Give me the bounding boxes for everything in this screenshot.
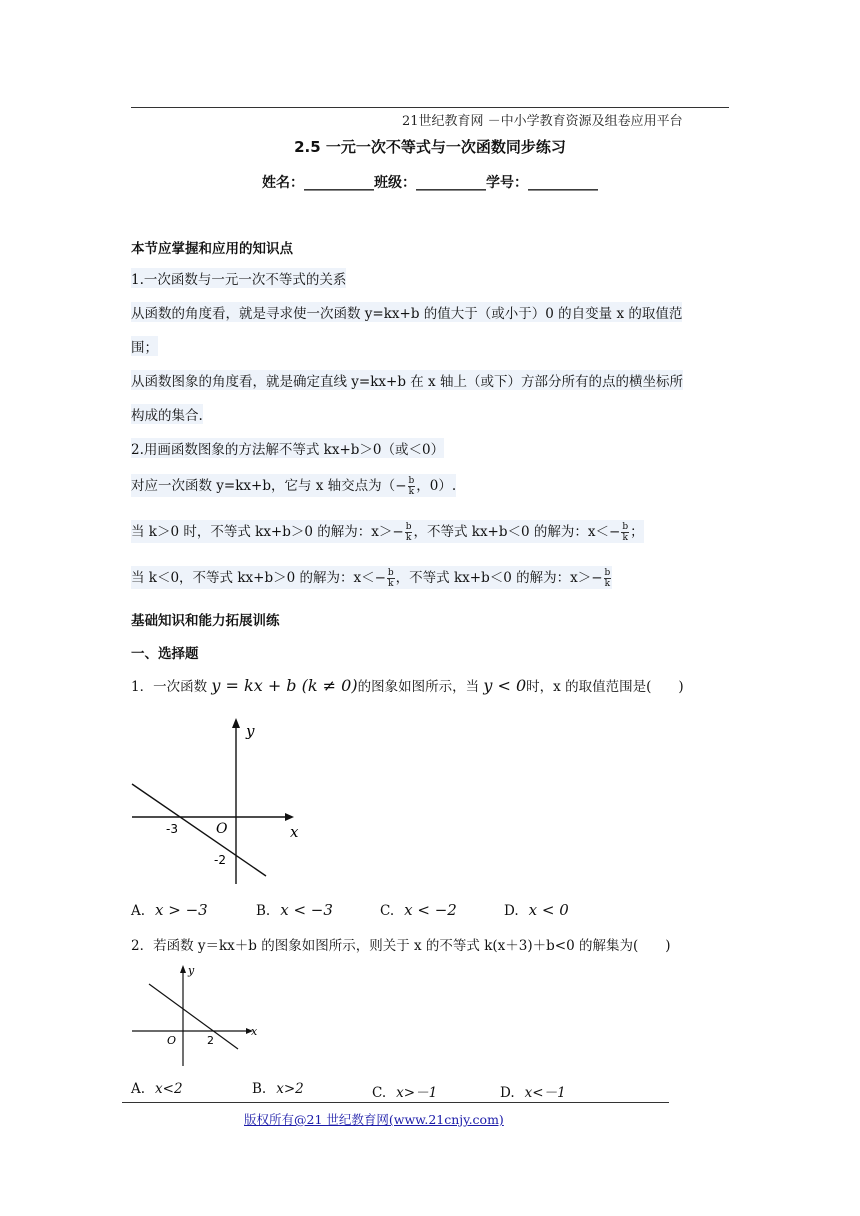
option-expr: x < −3 xyxy=(280,901,333,919)
frac-num: b xyxy=(408,476,415,486)
q1-x-arrow xyxy=(285,813,294,821)
text-segment: 当 k＜0，不等式 kx+b＞0 的解为：x＜ xyxy=(131,570,375,586)
q1-condition: y < 0 xyxy=(483,676,527,695)
q2-origin-label: O xyxy=(167,1034,177,1047)
option-letter: B. xyxy=(252,1081,267,1097)
option-expr: x<2 xyxy=(155,1081,183,1097)
text-segment: ，0）. xyxy=(416,478,457,494)
text-segment: ，不等式 kx+b＜0 的解为：x＞ xyxy=(395,570,592,586)
q2-option-b[interactable] xyxy=(252,1081,304,1097)
q1-option-b[interactable] xyxy=(256,901,333,919)
frac-num: b xyxy=(604,568,611,578)
text-segment: ； xyxy=(630,524,644,540)
q1-option-c[interactable] xyxy=(380,901,457,919)
fraction-b-over-k xyxy=(405,522,413,543)
student-info-line: 姓名：__________班级：__________学号：__________ xyxy=(262,175,598,191)
frac-den: k xyxy=(604,579,611,589)
q1-y-intercept-label: -2 xyxy=(214,853,226,867)
text-segment: 当 k＞0 时，不等式 kx+b＞0 的解为：x＞ xyxy=(131,524,393,540)
section-heading-training: 基础知识和能力拓展训练 xyxy=(131,613,280,629)
knowledge-point-2-line-3 xyxy=(131,566,612,589)
option-letter: C. xyxy=(372,1085,387,1101)
q1-text-a: 1．一次函数 xyxy=(131,679,212,695)
q2-x-label: x xyxy=(251,1025,258,1038)
question-2-graph xyxy=(130,962,262,1070)
option-expr: x>2 xyxy=(276,1081,304,1097)
knowledge-point-1-title: 1.一次函数与一元一次不等式的关系 xyxy=(131,268,346,288)
knowledge-point-2-title: 2.用画函数图象的方法解不等式 kx+b＞0（或＜0） xyxy=(131,438,444,458)
neg-sign: − xyxy=(392,524,404,540)
option-expr: x>－1 xyxy=(396,1085,438,1101)
q2-option-a[interactable] xyxy=(131,1081,183,1097)
neg-sign: − xyxy=(395,478,407,494)
q1-y-arrow xyxy=(232,718,240,728)
footer-rule xyxy=(122,1102,669,1103)
frac-den: k xyxy=(408,487,415,497)
q2-y-arrow xyxy=(180,965,186,973)
text-segment: 对应一次函数 y=kx+b，它与 x 轴交点为（ xyxy=(131,478,396,494)
q1-option-d[interactable] xyxy=(504,901,569,919)
option-letter: A. xyxy=(131,1081,146,1097)
knowledge-point-1-line-4: 构成的集合. xyxy=(131,404,203,424)
knowledge-heading: 本节应掌握和应用的知识点 xyxy=(131,241,293,257)
q1-function-line xyxy=(132,784,266,876)
knowledge-point-1-line-3: 从函数图象的角度看，就是确定直线 y=kx+b 在 x 轴上（或下）方部分所有的点的横坐标所 xyxy=(131,370,683,390)
option-expr: x > −3 xyxy=(155,901,208,919)
fraction-b-over-k xyxy=(621,522,629,543)
page-title: 2.5 一元一次不等式与一次函数同步练习 xyxy=(294,138,566,156)
text-segment: ，不等式 kx+b＜0 的解为：x＜ xyxy=(413,524,610,540)
q1-text-b: 的图象如图所示，当 xyxy=(357,679,484,695)
header-site: 21世纪教育网 －中小学教育资源及组卷应用平台 xyxy=(402,114,683,129)
q1-origin-label: O xyxy=(216,821,228,837)
q1-x-intercept-label: -3 xyxy=(166,822,178,836)
knowledge-point-1-line-2: 围； xyxy=(131,336,158,356)
fraction-b-over-k xyxy=(604,568,612,589)
frac-den: k xyxy=(388,579,394,589)
q2-option-c[interactable] xyxy=(372,1081,437,1101)
q2-option-d[interactable] xyxy=(500,1081,566,1101)
neg-sign: − xyxy=(591,570,603,586)
frac-num: b xyxy=(405,522,412,532)
fraction-b-over-k xyxy=(408,476,416,497)
option-expr: x < −2 xyxy=(404,901,457,919)
frac-den: k xyxy=(622,533,628,543)
option-expr: x < 0 xyxy=(528,901,569,919)
frac-num: b xyxy=(622,522,629,532)
knowledge-point-2-line-2 xyxy=(131,520,644,543)
q2-x-intercept-label: 2 xyxy=(207,1034,214,1047)
q2-y-label: y xyxy=(188,964,195,977)
fraction-b-over-k xyxy=(387,568,395,589)
q1-formula: y = kx + b (k ≠ 0) xyxy=(211,676,358,695)
option-letter: D. xyxy=(504,903,519,919)
q1-x-label: x xyxy=(290,823,299,841)
option-expr: x<－1 xyxy=(524,1085,566,1101)
header-rule xyxy=(131,107,729,108)
frac-num: b xyxy=(387,568,394,578)
knowledge-point-2-line-1 xyxy=(131,474,456,497)
option-letter: B. xyxy=(256,903,271,919)
q2-function-line xyxy=(149,984,238,1049)
footer-copyright-link[interactable]: 版权所有@21 世纪教育网(www.21cnjy.com) xyxy=(244,1112,504,1127)
q1-text-c: 时，x 的取值范围是( ) xyxy=(526,679,684,695)
q1-option-a[interactable] xyxy=(131,901,208,919)
neg-sign: − xyxy=(609,524,621,540)
question-1-stem xyxy=(131,675,684,695)
option-letter: D. xyxy=(500,1085,515,1101)
frac-den: k xyxy=(405,533,412,543)
knowledge-point-1-line-1: 从函数的角度看，就是寻求使一次函数 y=kx+b 的值大于（或小于）0 的自变量 x 的取值范 xyxy=(131,302,682,322)
q1-y-label: y xyxy=(246,722,255,740)
option-letter: C. xyxy=(380,903,395,919)
question-2-stem: 2．若函数 y＝kx＋b 的图象如图所示，则关于 x 的不等式 k(x＋3)＋b<0 的解集为( ) xyxy=(131,938,671,954)
question-1-graph xyxy=(128,712,308,890)
option-letter: A. xyxy=(131,903,146,919)
neg-sign: − xyxy=(374,570,386,586)
section-heading-multiple-choice: 一、选择题 xyxy=(131,646,199,662)
